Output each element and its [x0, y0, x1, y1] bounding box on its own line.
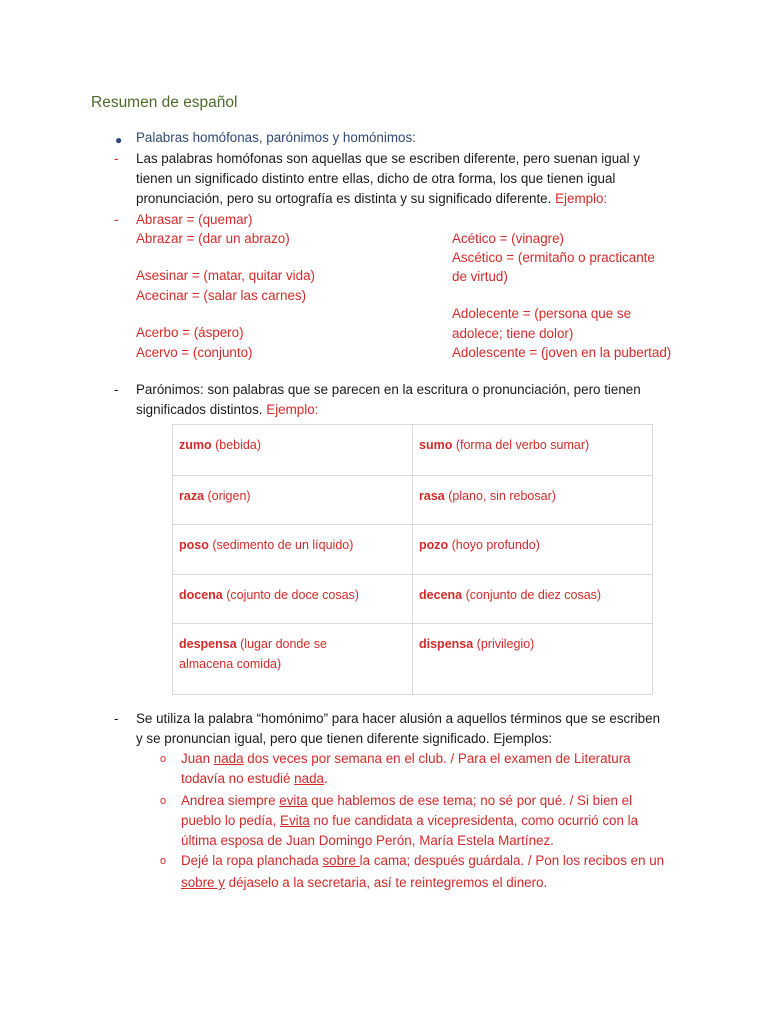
example-right: Ascético = (ermitaño o practicante — [452, 250, 655, 265]
example-line: todavía no estudié nada. — [181, 771, 328, 786]
example-line: Dejé la ropa planchada sobre la cama; después guárdala. / Pon los recibos en un — [181, 853, 665, 868]
example-line: sobre y déjaselo a la secretaria, así te reintegremos el dinero. — [181, 875, 548, 890]
example-line: Juan nada dos veces por semana en el club. / Para el examen de Literatura — [181, 751, 631, 766]
table-row — [173, 476, 653, 525]
table-cell: docena (cojunto de doce cosas) — [173, 575, 413, 624]
definition-line: pronunciación, pero su ortografía es distinta y su significado diferente. Ejemplo: — [136, 191, 608, 206]
page-title: Resumen de español — [91, 94, 238, 111]
example-right: Adolecente = (persona que se — [452, 306, 632, 321]
example-right: Acético = (vinagre) — [452, 231, 565, 246]
paronimos-line: significados distintos. Ejemplo: — [136, 402, 319, 417]
example-right: adolece; tiene dolor) — [452, 326, 574, 341]
definition-line: tienen un significado distinto entre ellas, dicho de otra forma, los que tienen igual — [136, 171, 616, 186]
dash-marker: - — [114, 711, 119, 726]
example-left: Acerbo = (áspero) — [136, 325, 244, 340]
table-cell: poso (sedimento de un líquido) — [173, 525, 413, 575]
example-line: última esposa de Juan Domingo Perón, María Estela Martínez. — [181, 833, 554, 848]
ejemplo-label: Ejemplo: — [555, 191, 608, 206]
example-left: Acervo = (conjunto) — [136, 345, 253, 360]
paronimos-line: Parónimos: son palabras que se parecen en la escritura o pronunciación, pero tienen — [136, 382, 641, 397]
example-left: Abrasar = (quemar) — [136, 212, 253, 227]
homonimo-line: Se utiliza la palabra “homónimo” para hacer alusión a aquellos términos que se escriben — [136, 711, 661, 726]
table-cell: despensa (lugar donde se almacena comida) — [173, 624, 413, 695]
table-cell: decena (conjunto de diez cosas) — [413, 575, 653, 624]
table-row — [173, 525, 653, 575]
dash-marker: - — [114, 212, 119, 227]
circle-bullet-icon: o — [160, 795, 167, 807]
table-row — [173, 425, 653, 476]
example-left: Abrazar = (dar un abrazo) — [136, 231, 290, 246]
table-cell: pozo (hoyo profundo) — [413, 525, 653, 575]
section-heading: Palabras homófonas, parónimos y homónimos: — [136, 130, 416, 145]
example-right: Adolescente = (joven en la pubertad) — [452, 345, 672, 360]
example-line: pueblo lo pedía, Evita no fue candidata a vicepresidenta, como ocurrió con la — [181, 813, 639, 828]
table-cell: zumo (bebida) — [173, 425, 413, 476]
example-left: Acecinar = (salar las carnes) — [136, 288, 307, 303]
paronimos-table — [172, 424, 653, 695]
dash-marker: - — [114, 151, 119, 166]
table-cell: raza (origen) — [173, 476, 413, 525]
example-left: Asesinar = (matar, quitar vida) — [136, 268, 315, 283]
dash-marker: - — [114, 382, 119, 397]
homonimo-line: y se pronuncian igual, pero que tienen diferente significado. Ejemplos: — [136, 731, 553, 746]
bullet-icon: ● — [115, 133, 123, 147]
example-line: Andrea siempre evita que hablemos de ese tema; no sé por qué. / Si bien el — [181, 793, 633, 808]
table-cell: dispensa (privilegio) — [413, 624, 653, 695]
ejemplo-label: Ejemplo: — [266, 402, 319, 417]
table-cell: rasa (plano, sin rebosar) — [413, 476, 653, 525]
circle-bullet-icon: o — [160, 855, 167, 867]
table-cell: sumo (forma del verbo sumar) — [413, 425, 653, 476]
circle-bullet-icon: o — [160, 753, 167, 765]
table-row — [173, 624, 653, 695]
definition-line: Las palabras homófonas son aquellas que se escriben diferente, pero suenan igual y — [136, 151, 640, 166]
example-right: de virtud) — [452, 269, 508, 284]
table-row — [173, 575, 653, 624]
